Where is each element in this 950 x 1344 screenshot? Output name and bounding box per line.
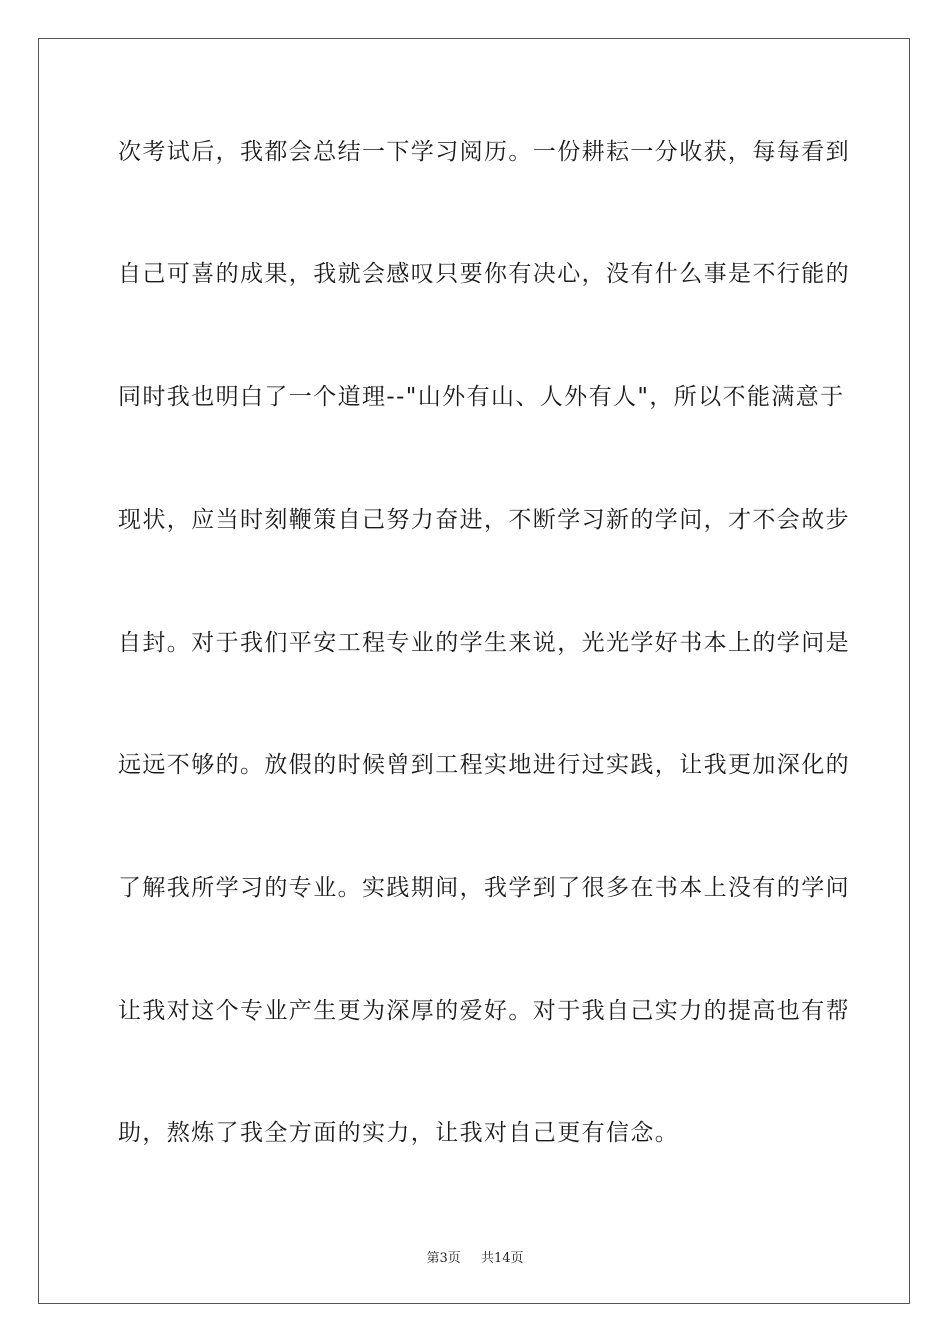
text-line: 同时我也明白了一个道理--"山外有山、人外有人"，所以不能满意于 xyxy=(118,384,845,410)
page-total: 共14页 xyxy=(480,1251,524,1266)
text-line: 现状，应当时刻鞭策自己努力奋进，不断学习新的学问，才不会故步 xyxy=(118,507,850,533)
text-line: 远远不够的。放假的时候曾到工程实地进行过实践，让我更加深化的 xyxy=(118,752,850,778)
page-border xyxy=(38,38,910,1304)
text-line: 次考试后，我都会总结一下学习阅历。一份耕耘一分收获，每每看到 xyxy=(118,139,850,165)
text-line: 让我对这个专业产生更为深厚的爱好。对于我自己实力的提高也有帮 xyxy=(118,998,850,1024)
page-number: 第3页 xyxy=(426,1251,461,1266)
text-line: 自己可喜的成果，我就会感叹只要你有决心，没有什么事是不行能的 xyxy=(118,261,850,287)
text-line: 自封。对于我们平安工程专业的学生来说，光光学好书本上的学问是 xyxy=(118,630,850,656)
page-footer xyxy=(0,1247,950,1266)
text-line: 助，熬炼了我全方面的实力，让我对自己更有信念。 xyxy=(118,1120,680,1146)
text-line: 了解我所学习的专业。实践期间，我学到了很多在书本上没有的学问 xyxy=(118,875,850,901)
